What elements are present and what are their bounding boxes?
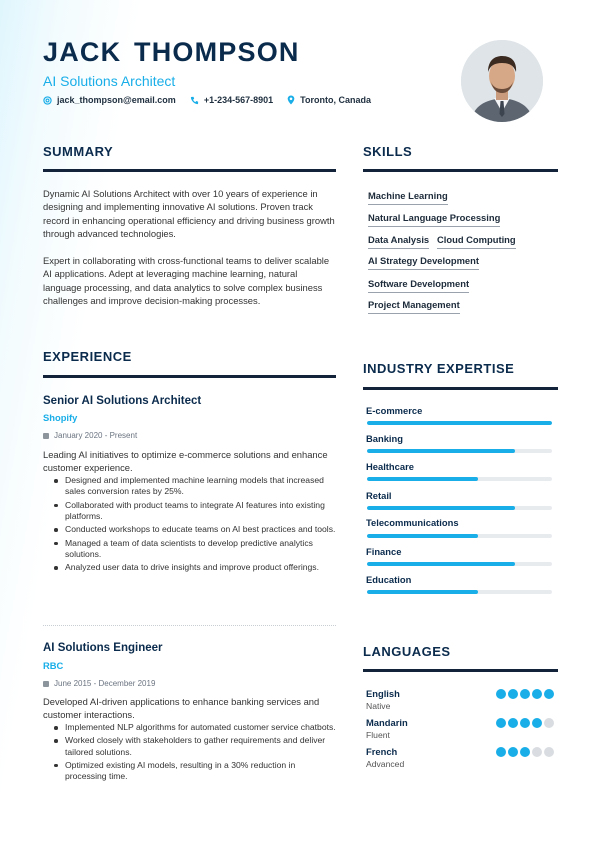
languages-heading: LANGUAGES [363, 644, 451, 659]
rating-dot-filled [532, 689, 542, 699]
skill-tag: AI Strategy Development [368, 255, 479, 270]
list-item: Managed a team of data scientists to develop predictive analytics solutions. [43, 538, 336, 560]
rating-dot-filled [496, 747, 506, 757]
language-name: French [366, 746, 398, 757]
language-level: Fluent [366, 730, 390, 740]
skill-tag: Natural Language Processing [368, 212, 500, 227]
industry-label: E-commerce [366, 405, 423, 416]
summary-paragraph-2: Expert in collaborating with cross-functional teams to deliver scalable AI applications. Adept at leveraging machine learning, natural language processing, and data analytics to solve complex business challenges and improve decision-making processes. [43, 255, 330, 307]
rating-dot-empty [544, 718, 554, 728]
rating-dot-filled [496, 689, 506, 699]
skills-heading: SKILLS [363, 144, 413, 159]
industry-bar [367, 506, 552, 510]
job-summary: Leading AI initiatives to optimize e-commerce solutions and enhance customer experience. [43, 449, 328, 474]
list-item: Conducted workshops to educate teams on AI best practices and tools. [43, 524, 336, 535]
list-item: Implemented NLP algorithms for automated customer service chatbots. [43, 722, 336, 733]
phone-text: +1-234-567-8901 [203, 95, 274, 105]
job-bullets [43, 475, 336, 576]
skills-divider [363, 169, 558, 172]
industry-bar-fill [367, 534, 478, 538]
rating-dot-filled [508, 689, 518, 699]
job-title: AI Solutions Engineer [43, 642, 163, 654]
phone-icon [190, 96, 199, 105]
language-rating [496, 747, 554, 757]
job-separator [43, 625, 336, 626]
skill-tag: Cloud Computing [437, 234, 516, 249]
industry-bar [367, 590, 552, 594]
language-name: English [366, 688, 400, 699]
contact-email[interactable] [43, 95, 176, 105]
job-company: Shopify [43, 412, 78, 423]
email-text: jack_thompson@email.com [57, 95, 176, 105]
industry-label: Retail [366, 490, 392, 501]
summary-divider [43, 169, 336, 172]
job-dates-text: January 2020 - Present [54, 431, 138, 440]
job-dates-text: June 2015 - December 2019 [54, 679, 156, 688]
job-bullets [43, 722, 336, 785]
industry-bar-fill [367, 506, 515, 510]
language-level: Native [366, 701, 391, 711]
skill-tag: Software Development [368, 278, 469, 293]
skill-tag: Data Analysis [368, 234, 429, 249]
industry-bar [367, 562, 552, 566]
location-text: Toronto, Canada [300, 95, 371, 105]
calendar-icon [43, 681, 49, 687]
rating-dot-empty [544, 747, 554, 757]
location-pin-icon [287, 95, 295, 105]
summary-paragraph-1: Dynamic AI Solutions Architect with over 10 years of experience in designing and implementing innovative AI solutions. Proven track record in enhancing operational efficiency and driving business growth through advanced technologies. [43, 188, 335, 240]
industry-heading: INDUSTRY EXPERTISE [363, 361, 515, 376]
rating-dot-filled [508, 718, 518, 728]
skill-tag: Machine Learning [368, 190, 448, 205]
industry-bar [367, 449, 552, 453]
contact-location [287, 95, 371, 105]
industry-bar-fill [367, 590, 478, 594]
rating-dot-filled [520, 718, 530, 728]
list-item: Worked closely with stakeholders to gather requirements and deliver tailored solutions. [43, 735, 336, 757]
at-icon [43, 96, 52, 105]
industry-bar-fill [367, 562, 515, 566]
language-name: Mandarin [366, 717, 408, 728]
industry-bar [367, 421, 552, 425]
job-summary: Developed AI-driven applications to enhance banking services and customer interactions. [43, 696, 320, 721]
candidate-name: JACK THOMPSON [43, 37, 300, 67]
industry-label: Healthcare [366, 461, 414, 472]
industry-bar-fill [367, 421, 552, 425]
industry-bar [367, 534, 552, 538]
list-item: Designed and implemented machine learning models that increased sales conversion rates by 25%. [43, 475, 336, 497]
industry-label: Education [366, 574, 412, 585]
profile-photo [461, 40, 543, 122]
skill-tag: Project Management [368, 299, 460, 314]
rating-dot-filled [520, 689, 530, 699]
job-title: Senior AI Solutions Architect [43, 395, 202, 407]
rating-dot-filled [508, 747, 518, 757]
rating-dot-empty [532, 747, 542, 757]
rating-dot-filled [520, 747, 530, 757]
experience-heading: EXPERIENCE [43, 349, 132, 364]
language-rating [496, 718, 554, 728]
job-dates [43, 431, 137, 441]
industry-bar-fill [367, 477, 478, 481]
list-item: Analyzed user data to drive insights and improve product offerings. [43, 562, 336, 573]
candidate-title: AI Solutions Architect [43, 73, 176, 89]
list-item: Collaborated with product teams to integrate AI features into existing platforms. [43, 500, 336, 522]
list-item: Optimized existing AI models, resulting in a 30% reduction in processing time. [43, 760, 336, 782]
language-level: Advanced [366, 759, 405, 769]
industry-label: Finance [366, 546, 402, 557]
industry-bar [367, 477, 552, 481]
industry-bar-fill [367, 449, 515, 453]
contact-row [43, 95, 371, 105]
job-dates [43, 679, 155, 689]
summary-heading: SUMMARY [43, 144, 114, 159]
industry-label: Telecommunications [366, 517, 459, 528]
industry-label: Banking [366, 433, 403, 444]
experience-divider [43, 375, 336, 378]
calendar-icon [43, 433, 49, 439]
rating-dot-filled [496, 718, 506, 728]
industry-divider [363, 387, 558, 390]
contact-phone[interactable] [190, 95, 273, 105]
languages-divider [363, 669, 558, 672]
job-company: RBC [43, 660, 64, 671]
rating-dot-filled [544, 689, 554, 699]
rating-dot-filled [532, 718, 542, 728]
language-rating [496, 689, 554, 699]
